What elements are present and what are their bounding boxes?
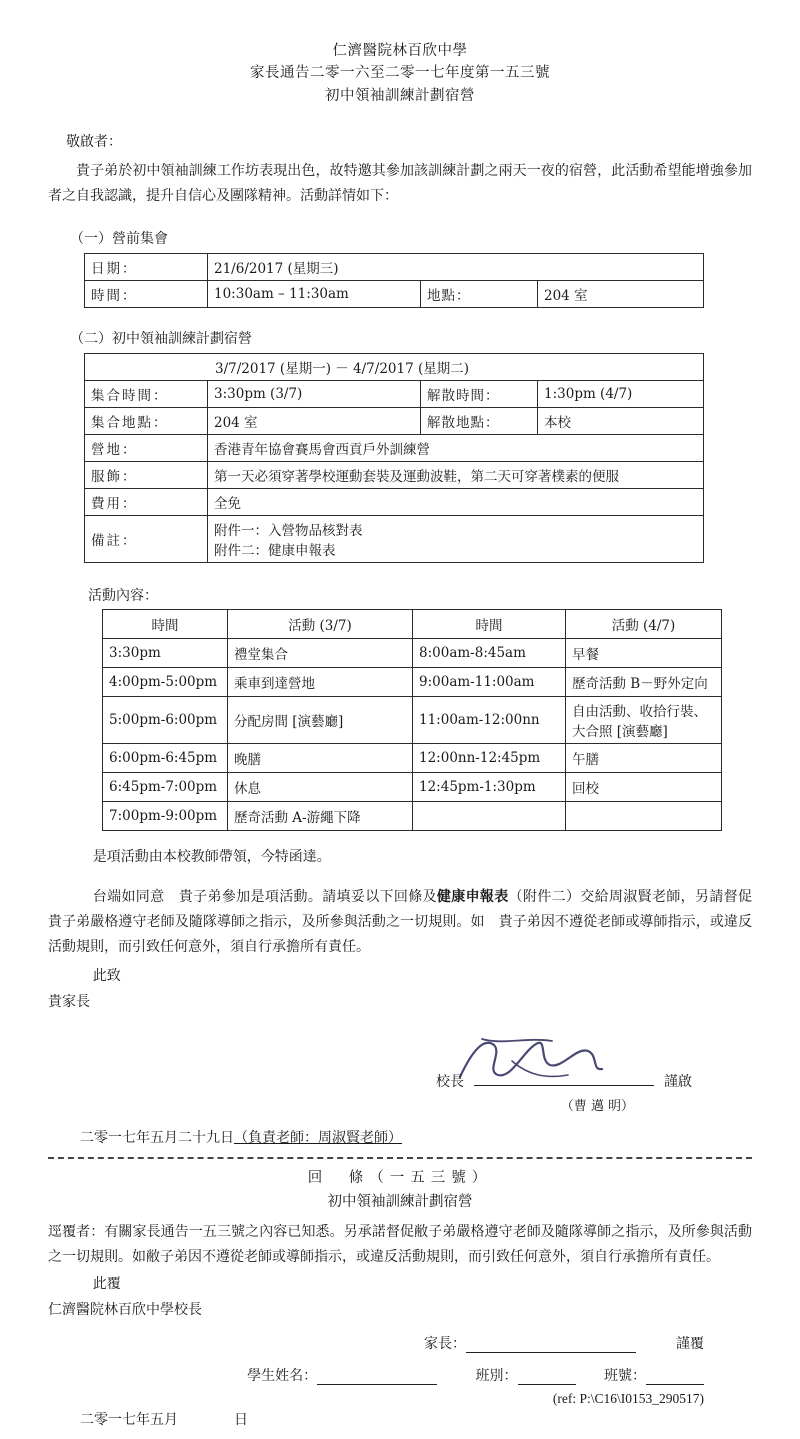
reference-code: (ref: P:\C16\I0153_290517) xyxy=(552,1391,704,1407)
value-gather-place: 204 室 xyxy=(208,408,421,435)
col-activity-day1: 活動 (3/7) xyxy=(228,610,413,639)
value-venue: 204 室 xyxy=(538,281,704,308)
responsible-teacher: （負責老師：周淑賢老師） xyxy=(234,1130,402,1147)
activity-table xyxy=(102,609,722,831)
closing-text-c: （附件二）交給周淑賢老師，另請督促 貴子弟嚴格遵守老師及隨隊導師之指示，及所參與活動之一切規則。如 貴子弟因不遵從老師或導師指示，或違反活動規則，而引致任何意外，須自行承擔所有責任。 xyxy=(48,888,767,955)
table-row xyxy=(103,744,722,773)
reply-fields xyxy=(48,1333,752,1385)
notice-number: 家長通告二零一六至二零一七年度第一五三號 xyxy=(250,65,550,82)
table-row xyxy=(85,408,704,435)
cell-time: 7:00pm-9:00pm xyxy=(103,802,228,831)
cell-activity: 歷奇活動 A-游繩下降 xyxy=(228,802,413,831)
value-fee: 全免 xyxy=(208,489,704,516)
closing-text-a: 台端如同意 貴子弟參加是項活動。請填妥以下回條及 xyxy=(92,888,437,905)
reply-addressee: 仁濟醫院林百欣中學校長 xyxy=(48,1302,202,1319)
section1-title: （一）營前集會 xyxy=(70,231,168,248)
principal-name: （曹 邁 明） xyxy=(560,1099,634,1115)
label-gather-place: 集合地點： xyxy=(85,408,208,435)
reply-body: 逕覆者：有關家長通告一五三號之內容已知悉。另承諾督促敝子弟嚴格遵守老師及隨隊導師之指示，及所參與活動之一切規則。如敝子弟因不遵從老師或導師指示，或違反活動規則，而引致任何意外，須自行承擔所有責任。 xyxy=(48,1223,752,1265)
cell-activity: 晚膳 xyxy=(228,744,413,773)
col-activity-day2: 活動 (4/7) xyxy=(566,610,722,639)
tear-off-divider xyxy=(48,1157,752,1159)
cell-time: 4:00pm-5:00pm xyxy=(103,668,228,697)
student-info-row xyxy=(48,1365,752,1385)
parent-label: 家長： xyxy=(424,1336,466,1353)
value-dismiss-place: 本校 xyxy=(538,408,704,435)
label-fee: 費用： xyxy=(85,489,208,516)
table-row xyxy=(85,489,704,516)
salutation: 敬啟者： xyxy=(66,134,122,151)
cell-activity: 歷奇活動 B－野外定向 xyxy=(566,668,722,697)
cell-activity: 自由活動、收拾行裝、大合照 [演藝廳] xyxy=(566,697,722,744)
remark-line-2: 附件二：健康申報表 xyxy=(214,543,336,560)
reply-signoff: 此覆 xyxy=(92,1276,121,1293)
activity-title: 活動內容： xyxy=(88,588,158,605)
value-dismiss-time: 1:30pm (4/7) xyxy=(538,381,704,408)
cell-time: 8:00am-8:45am xyxy=(413,639,566,668)
label-gather-time: 集合時間： xyxy=(85,381,208,408)
principal-signature-row xyxy=(436,1071,692,1091)
student-name-label: 學生姓名： xyxy=(247,1368,318,1385)
document-header xyxy=(48,40,752,107)
cell-time: 6:45pm-7:00pm xyxy=(103,773,228,802)
table-row xyxy=(103,697,722,744)
col-time-day2: 時間 xyxy=(413,610,566,639)
table-row xyxy=(85,281,704,308)
table-row xyxy=(85,354,704,381)
school-name: 仁濟醫院林百欣中學 xyxy=(332,43,468,59)
cell-time xyxy=(413,802,566,831)
table-row xyxy=(103,802,722,831)
principal-suffix: 謹啟 xyxy=(664,1074,692,1091)
label-dismiss-time: 解散時間： xyxy=(421,381,538,408)
intro-paragraph: 貴子弟於初中領袖訓練工作坊表現出色，故特邀其參加該訓練計劃之兩天一夜的宿營，此活動希望能增強參加者之自我認識，提升自信心及團隊精神。活動詳情如下： xyxy=(48,163,752,204)
label-date: 日期： xyxy=(85,254,208,281)
cell-activity: 回校 xyxy=(566,773,722,802)
table-row xyxy=(103,773,722,802)
label-time: 時間： xyxy=(85,281,208,308)
parent-suffix: 謹覆 xyxy=(676,1336,704,1353)
cell-activity: 午膳 xyxy=(566,744,722,773)
parent-signature-row xyxy=(48,1333,752,1353)
remark-line-1: 附件一：入營物品核對表 xyxy=(214,523,363,540)
value-time: 10:30am – 11:30am xyxy=(208,281,421,308)
reply-subheading: 初中領袖訓練計劃宿營 xyxy=(327,1193,473,1210)
closing-line-4: 貴家長 xyxy=(48,994,90,1011)
number-input[interactable] xyxy=(646,1370,704,1385)
closing-line-1: 是項活動由本校教師帶領，今特函達。 xyxy=(92,849,331,866)
student-name-input[interactable] xyxy=(317,1370,437,1385)
section1-table xyxy=(84,253,704,308)
cell-activity: 乘車到達營地 xyxy=(228,668,413,697)
cell-time: 6:00pm-6:45pm xyxy=(103,744,228,773)
cell-time: 9:00am-11:00am xyxy=(413,668,566,697)
reply-slip-header xyxy=(48,1167,752,1213)
value-date: 21/6/2017 (星期三) xyxy=(208,254,704,281)
reply-heading: 回 條（一五三號） xyxy=(307,1170,493,1187)
cell-activity: 禮堂集合 xyxy=(228,639,413,668)
notice-date-row xyxy=(80,1127,752,1147)
table-row xyxy=(85,462,704,489)
section2-title: （二）初中領袖訓練計劃宿營 xyxy=(70,331,252,348)
value-gather-time: 3:30pm (3/7) xyxy=(208,381,421,408)
reply-footer-date: 二零一七年五月 日 xyxy=(80,1412,248,1429)
cell-activity: 早餐 xyxy=(566,639,722,668)
cell-activity xyxy=(566,802,722,831)
signature-line xyxy=(474,1071,654,1086)
cell-activity: 休息 xyxy=(228,773,413,802)
camp-date-range: 3/7/2017 (星期一) － 4/7/2017 (星期二) xyxy=(85,354,704,381)
number-label: 班號： xyxy=(604,1368,646,1385)
signature-block xyxy=(48,1029,752,1115)
table-row xyxy=(85,254,704,281)
col-time-day1: 時間 xyxy=(103,610,228,639)
document-title: 初中領袖訓練計劃宿營 xyxy=(325,87,475,104)
value-remarks xyxy=(208,516,704,563)
label-dismiss-place: 解散地點： xyxy=(421,408,538,435)
table-header-row xyxy=(103,610,722,639)
label-venue: 地點： xyxy=(421,281,538,308)
class-input[interactable] xyxy=(518,1370,576,1385)
cell-activity: 分配房間 [演藝廳] xyxy=(228,697,413,744)
notice-date: 二零一七年五月二十九日 xyxy=(80,1130,234,1147)
class-label: 班別： xyxy=(475,1368,518,1385)
closing-line-3: 此致 xyxy=(92,968,121,985)
table-row xyxy=(85,516,704,563)
cell-time: 3:30pm xyxy=(103,639,228,668)
parent-signature-input[interactable] xyxy=(466,1338,636,1353)
closing-line-2 xyxy=(48,885,767,961)
principal-label: 校長 xyxy=(436,1074,464,1091)
label-remarks: 備註： xyxy=(85,516,208,563)
health-form-emphasis: 健康申報表 xyxy=(436,888,509,905)
value-dress: 第一天必須穿著學校運動套裝及運動波鞋，第二天可穿著樸素的便服 xyxy=(208,462,704,489)
table-row xyxy=(85,381,704,408)
label-dress: 服飾： xyxy=(85,462,208,489)
section2-table xyxy=(84,353,704,563)
table-row xyxy=(103,639,722,668)
cell-time: 12:00nn-12:45pm xyxy=(413,744,566,773)
table-row xyxy=(103,668,722,697)
cell-time: 11:00am-12:00nn xyxy=(413,697,566,744)
table-row xyxy=(85,435,704,462)
cell-time: 12:45pm-1:30pm xyxy=(413,773,566,802)
label-campsite: 營地： xyxy=(85,435,208,462)
value-campsite: 香港青年協會賽馬會西貢戶外訓練營 xyxy=(208,435,704,462)
cell-time: 5:00pm-6:00pm xyxy=(103,697,228,744)
